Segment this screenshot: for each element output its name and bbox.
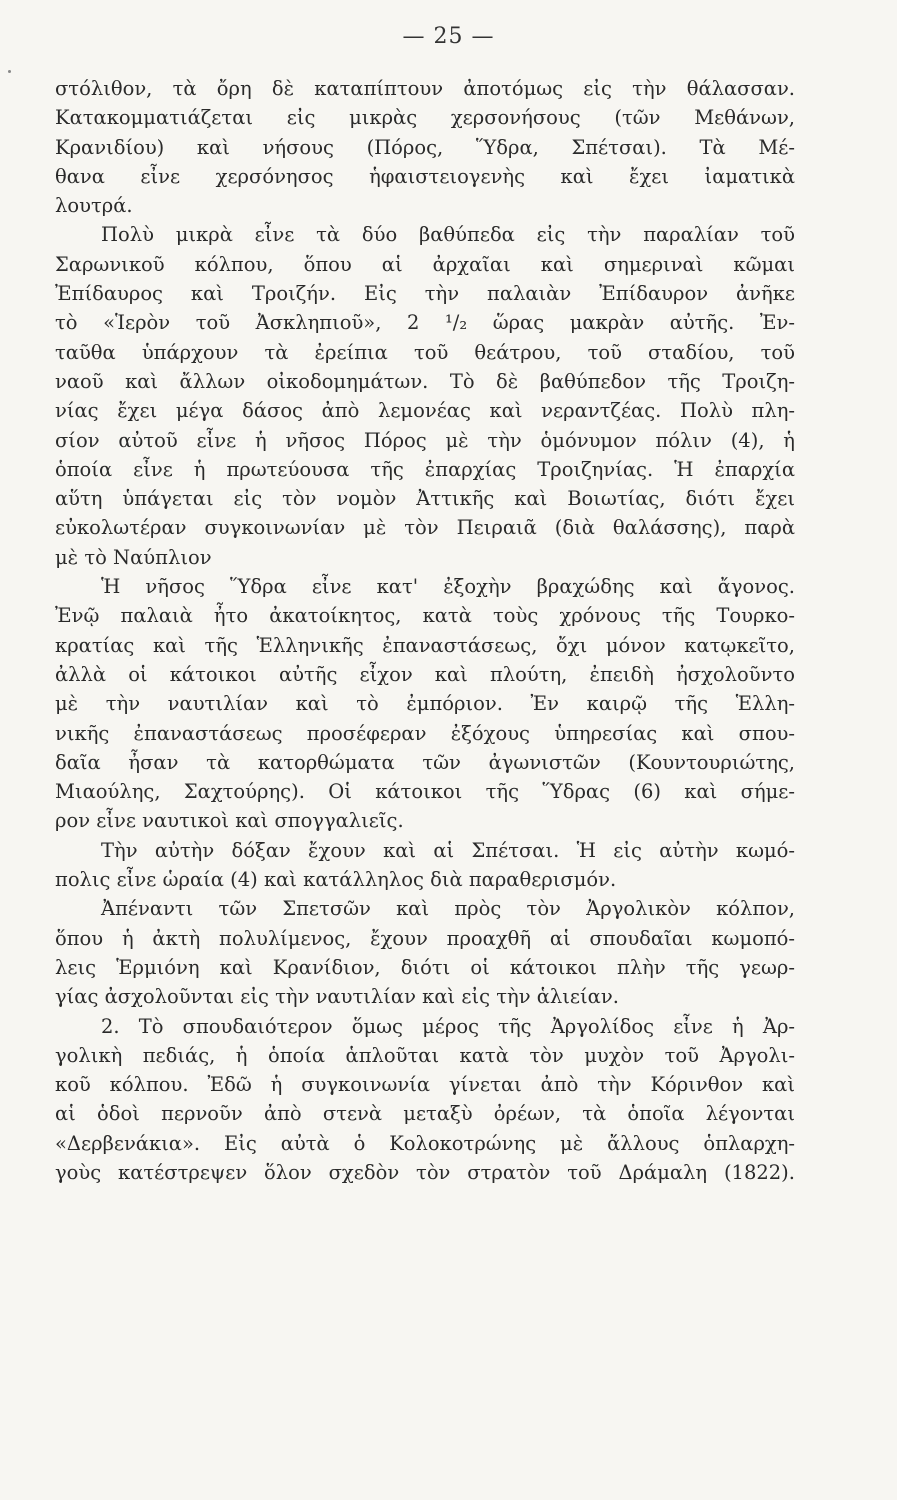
text-line: Ἐπίδαυρος καὶ Τροιζήν. Εἰς τὴν παλαιὰν Ἐπίδαυρον ἀνῆκε [55, 282, 795, 306]
text-line: ναοῦ καὶ ἄλλων οἰκοδομημάτων. Τὸ δὲ βαθύπεδον τῆς Τροιζη- [55, 369, 795, 393]
body-text [55, 74, 795, 1187]
text-line: Ἀπέναντι τῶν Σπετσῶν καὶ πρὸς τὸν Ἀργολικὸν κόλπον, [101, 897, 795, 921]
text-line: Κατακομματιάζεται εἰς μικρὰς χερσονήσους (τῶν Μεθάνων, [55, 106, 795, 130]
text-line: τὸ «Ἱερὸν τοῦ Ἀσκληπιοῦ», 2 ¹/₂ ὥρας μακρὰν αὐτῆς. Ἐν- [55, 311, 795, 335]
text-line: θανα εἶνε χερσόνησος ἡφαιστειογενὴς καὶ ἔχει ἰαματικὰ [55, 164, 795, 188]
text-line: ταῦθα ὑπάρχουν τὰ ἐρείπια τοῦ θεάτρου, τοῦ σταδίου, τοῦ [55, 340, 795, 364]
text-line: Μιαούλης, Σαχτούρης). Οἱ κάτοικοι τῆς Ὕδρας (6) καὶ σήμε- [55, 780, 795, 804]
text-line: Πολὺ μικρὰ εἶνε τὰ δύο βαθύπεδα εἰς τὴν παραλίαν τοῦ [101, 223, 795, 247]
text-line: μὲ τὴν ναυτιλίαν καὶ τὸ ἐμπόριον. Ἐν καιρῷ τῆς Ἑλλη- [55, 692, 795, 716]
text-line: 2. Τὸ σπουδαιότερον ὅμως μέρος τῆς Ἀργολίδος εἶνε ἡ Ἀρ- [101, 1014, 795, 1038]
text-line: Ἐνῷ παλαιὰ ἦτο ἀκατοίκητος, κατὰ τοὺς χρόνους τῆς Τουρκο- [55, 604, 795, 628]
text-line: Κρανιδίου) καὶ νήσους (Πόρος, Ὕδρα, Σπέτσαι). Τὰ Μέ- [55, 135, 795, 159]
text-line: σίον αὐτοῦ εἶνε ἡ νῆσος Πόρος μὲ τὴν ὁμόνυμον πόλιν (4), ἡ [55, 428, 795, 452]
text-line: λουτρά. [55, 194, 133, 218]
text-line: Τὴν αὐτὴν δόξαν ἔχουν καὶ αἱ Σπέτσαι. Ἡ εἰς αὐτὴν κωμό- [101, 838, 795, 862]
text-line: πολις εἶνε ὡραία (4) καὶ κατάλληλος διὰ παραθερισμόν. [55, 868, 617, 892]
text-line: αἱ ὁδοὶ περνοῦν ἀπὸ στενὰ μεταξὺ ὀρέων, τὰ ὁποῖα λέγονται [55, 1102, 795, 1126]
text-line: «Δερβενάκια». Εἰς αὐτὰ ὁ Κολοκοτρώνης μὲ ἄλλους ὁπλαρχη- [55, 1131, 795, 1155]
text-line: κρατίας καὶ τῆς Ἑλληνικῆς ἐπαναστάσεως, ὄχι μόνον κατῳκεῖτο, [55, 633, 795, 657]
text-line: Ἡ νῆσος Ὕδρα εἶνε κατ' ἐξοχὴν βραχώδης καὶ ἄγονος. [101, 575, 795, 599]
text-line: ὁποία εἶνε ἡ πρωτεύουσα τῆς ἐπαρχίας Τροιζηνίας. Ἡ ἐπαρχία [55, 457, 795, 481]
text-line: νίας ἔχει μέγα δάσος ἀπὸ λεμονέας καὶ νεραντζέας. Πολὺ πλη- [55, 399, 795, 423]
text-line: γολικὴ πεδιάς, ἡ ὁποία ἁπλοῦται κατὰ τὸν μυχὸν τοῦ Ἀργολι- [55, 1043, 795, 1067]
text-line: γοὺς κατέστρεψεν ὅλον σχεδὸν τὸν στρατὸν τοῦ Δράμαλη (1822). [55, 1160, 795, 1184]
text-line: ὅπου ἡ ἀκτὴ πολυλίμενος, ἔχουν προαχθῆ αἱ σπουδαῖαι κωμοπό- [55, 926, 795, 950]
text-line: ἀλλὰ οἱ κάτοικοι αὐτῆς εἶχον καὶ πλούτη, ἐπειδὴ ἠσχολοῦντο [55, 662, 795, 686]
text-line: αὕτη ὑπάγεται εἰς τὸν νομὸν Ἀττικῆς καὶ Βοιωτίας, διότι ἔχει [55, 487, 795, 511]
text-line: μὲ τὸ Ναύπλιον [55, 545, 212, 569]
page-number: — 25 — [402, 24, 495, 49]
text-line: στόλιθον, τὰ ὄρη δὲ καταπίπτουν ἀποτόμως εἰς τὴν θάλασσαν. [55, 77, 795, 100]
text-line: κοῦ κόλπου. Ἐδῶ ἡ συγκοινωνία γίνεται ἀπὸ τὴν Κόρινθον καὶ [55, 1073, 795, 1097]
text-line: εὐκολωτέραν συγκοινωνίαν μὲ τὸν Πειραιᾶ (διὰ θαλάσσης), παρὰ [55, 516, 795, 540]
text-line: Σαρωνικοῦ κόλπου, ὅπου αἱ ἀρχαῖαι καὶ σημεριναὶ κῶμαι [55, 252, 795, 276]
speck-mark [8, 70, 11, 73]
text-line: γίας ἀσχολοῦνται εἰς τὴν ναυτιλίαν καὶ εἰς τὴν ἁλιείαν. [55, 985, 619, 1009]
text-line: νικῆς ἐπαναστάσεως προσέφεραν ἐξόχους ὑπηρεσίας καὶ σπου- [55, 721, 795, 745]
text-line: ρον εἶνε ναυτικοὶ καὶ σπογγαλιεῖς. [55, 809, 404, 833]
text-line: λεις Ἑρμιόνη καὶ Κρανίδιον, διότι οἱ κάτοικοι πλὴν τῆς γεωρ- [55, 955, 795, 979]
text-line: δαῖα ἦσαν τὰ κατορθώματα τῶν ἀγωνιστῶν (Κουντουριώτης, [55, 750, 795, 774]
